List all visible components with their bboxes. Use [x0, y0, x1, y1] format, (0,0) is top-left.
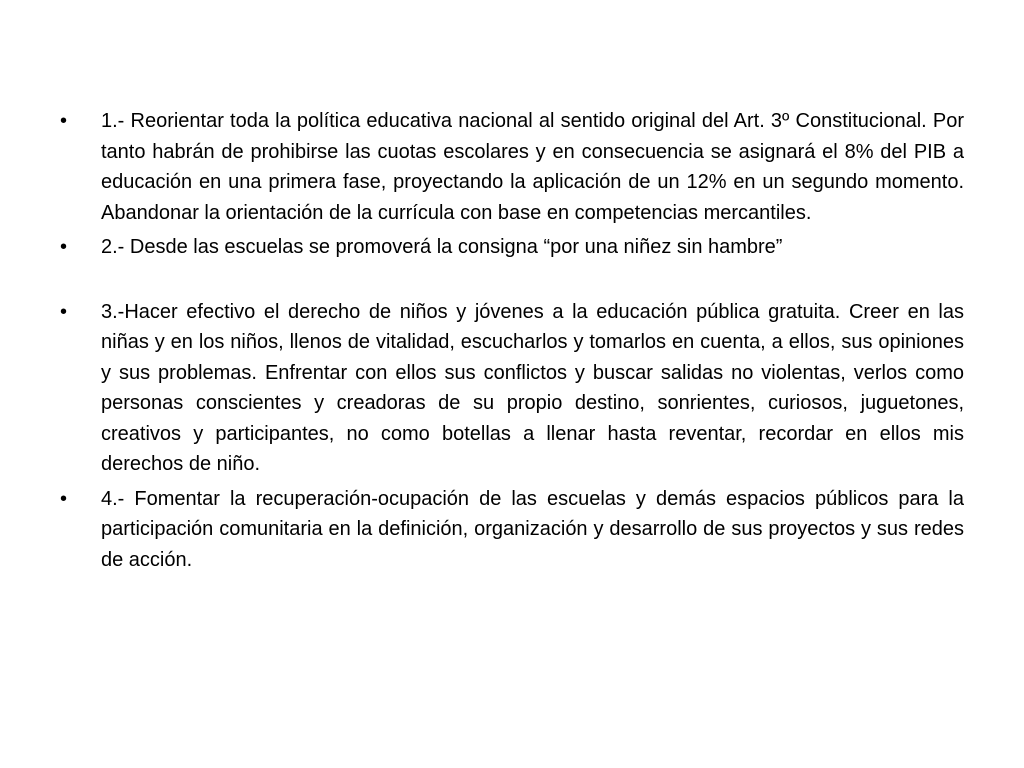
bullet-text-4: 4.- Fomentar la recuperación-ocupación de las escuelas y demás espacios públicos para la participación comunitaria en la definición, organización y desarrollo de sus proyectos y sus redes de acción.: [101, 487, 964, 571]
bullet-item-1: [58, 106, 964, 228]
bullet-item-4: [58, 484, 964, 576]
bullet-icon: •: [60, 487, 68, 510]
bullet-icon: •: [60, 110, 68, 132]
bullet-list: [58, 106, 964, 579]
bullet-item-2: [58, 232, 964, 263]
bullet-icon: •: [60, 300, 68, 323]
bullet-item-3: [58, 297, 964, 480]
bullet-text-3: 3.-Hacer efectivo el derecho de niños y jóvenes a la educación pública gratuita. Creer en las niñas y en los niños, llenos de vitalidad, escucharlos y tomarlos en cuenta, a ellos, sus opiniones y sus problemas. Enfrentar con ellos sus conflictos y buscar salidas no violentas, verlos como personas conscientes y creadoras de su propio destino, sonrientes, curiosos, juguetones, creativos y participantes, no como botellas a llenar hasta reventar, recordar en ellos mis derechos de niño.: [101, 300, 964, 475]
bullet-icon: •: [60, 236, 68, 258]
bullet-text-2: 2.- Desde las escuelas se promoverá la consigna “por una niñez sin hambre”: [101, 236, 783, 258]
bullet-text-1: 1.- Reorientar toda la política educativa nacional al sentido original del Art. 3º Constitucional. Por tanto habrán de prohibirse las cuotas escolares y en consecuencia se asignará el 8% del PIB a educación en una primera fase, proyectando la aplicación de un 12% en un segundo momento. Abandonar la orientación de la currícula con base en competencias mercantiles.: [101, 110, 964, 224]
